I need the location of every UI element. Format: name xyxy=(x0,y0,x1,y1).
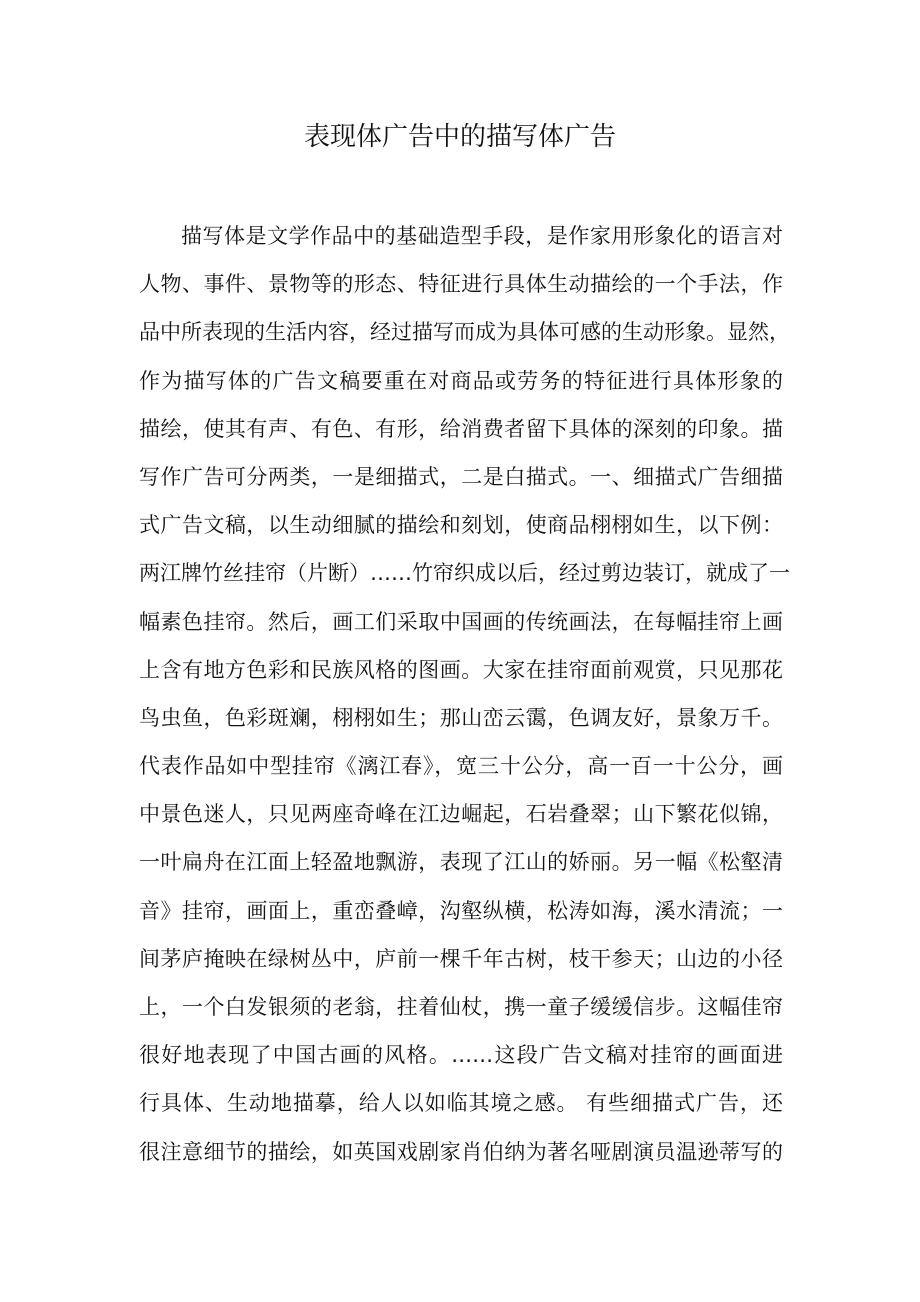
body-text-line: 上含有地方色彩和民族风格的图画。大家在挂帘面前观赏，只见那花 xyxy=(139,657,783,682)
body-text-line: 间茅庐掩映在绿树丛中，庐前一棵千年古树，枝干参天；山边的小径 xyxy=(139,946,783,971)
body-text-line: 中景色迷人，只见两座奇峰在江边崛起，石岩叠翠；山下繁花似锦， xyxy=(139,802,783,827)
body-text-line: 行具体、生动地描摹，给人以如临其境之感。 有些细描式广告，还 xyxy=(139,1091,783,1116)
body-text-line: 上，一个白发银须的老翁，拄着仙杖，携一童子缓缓信步。这幅佳帘 xyxy=(139,995,783,1019)
body-text-line: 很好地表现了中国古画的风格。……这段广告文稿对挂帘的画面进 xyxy=(139,1043,783,1068)
body-text-line: 作为描写体的广告文稿要重在对商品或劳务的特征进行具体形象的 xyxy=(139,368,783,393)
body-text-line: 式广告文稿，以生动细腻的描绘和刻划，使商品栩栩如生，以下例： xyxy=(139,513,783,538)
body-text-line: 代表作品如中型挂帘《漓江春》，宽三十公分，高一百一十公分，画 xyxy=(139,754,783,779)
document-title: 表现体广告中的描写体广告 xyxy=(303,122,616,152)
body-text-line: 一叶扁舟在江面上轻盈地飘游，表现了江山的娇丽。另一幅《松壑清 xyxy=(139,850,783,875)
body-text-line: 写作广告可分两类，一是细描式，二是白描式。一、细描式广告细描 xyxy=(139,464,783,489)
body-text-line: 鸟虫鱼，色彩斑斓，栩栩如生；那山峦云霭，色调友好，景象万千。 xyxy=(139,705,783,730)
body-text-line: 品中所表现的生活内容，经过描写而成为具体可感的生动形象。显然， xyxy=(139,320,790,345)
body-text-line: 描绘，使其有声、有色、有形，给消费者留下具体的深刻的印象。描 xyxy=(139,416,783,441)
document-body xyxy=(139,212,790,1176)
body-text-line: 很注意细节的描绘，如英国戏剧家肖伯纳为著名哑剧演员温逊蒂写的 xyxy=(139,1139,783,1164)
body-text-line: 人物、事件、景物等的形态、特征进行具体生动描绘的一个手法，作 xyxy=(139,272,783,297)
body-text-line: 描写体是文学作品中的基础造型手段，是作家用形象化的语言对 xyxy=(181,224,783,248)
body-text-line: 幅素色挂帘。然后，画工们采取中国画的传统画法，在每幅挂帘上画 xyxy=(139,609,783,634)
body-text-line: 音》挂帘，画面上，重峦叠嶂，沟壑纵横，松涛如海，溪水清流；一 xyxy=(139,898,783,923)
body-text-line: 两江牌竹丝挂帘（片断）……竹帘织成以后，经过剪边装订，就成了一 xyxy=(139,561,790,586)
